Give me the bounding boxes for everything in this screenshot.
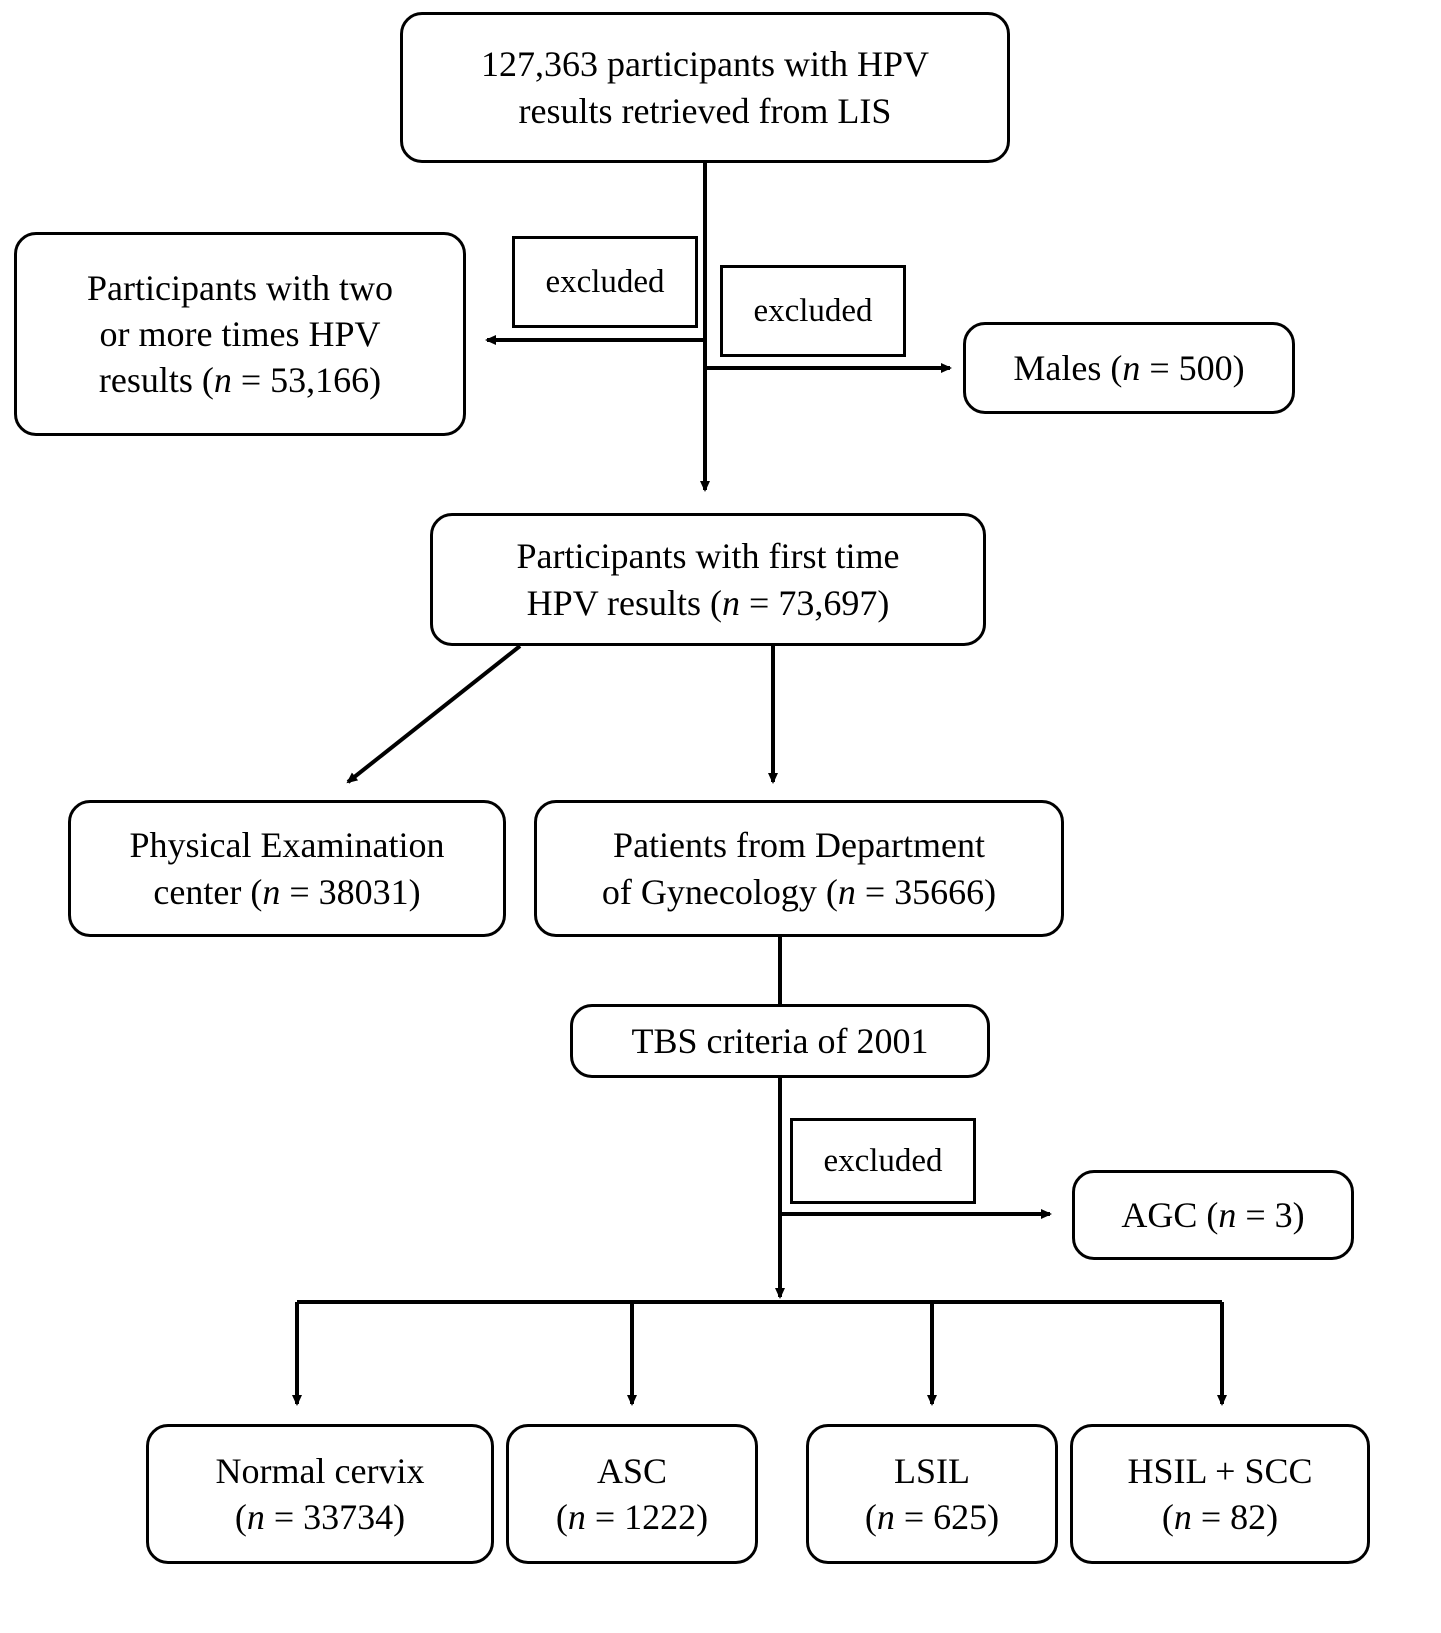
- node-total-participants: [400, 12, 1010, 163]
- node-agc-label: AGC (n = 3): [1121, 1194, 1305, 1235]
- node-excluded-1: [512, 236, 698, 328]
- node-normal-cervix: [146, 1424, 494, 1564]
- node-asc-label: ASC (n = 1222): [555, 1450, 709, 1537]
- node-normal-cervix-label: Normal cervix (n = 33734): [215, 1450, 425, 1537]
- node-lsil-label: LSIL (n = 625): [864, 1450, 1000, 1537]
- node-excluded-3-label: excluded: [823, 1142, 943, 1179]
- node-males-label: Males (n = 500): [1013, 347, 1245, 388]
- node-excluded-1-label: excluded: [545, 263, 665, 300]
- node-hsil-scc: [1070, 1424, 1370, 1564]
- node-males: [963, 322, 1295, 414]
- node-lsil: [806, 1424, 1058, 1564]
- node-agc: [1072, 1170, 1354, 1260]
- node-tbs-criteria: [570, 1004, 990, 1078]
- node-gynecology-label: Patients from Department of Gynecology (n = 35666): [601, 825, 997, 912]
- node-excluded-2: [720, 265, 906, 357]
- node-excluded-2-label: excluded: [753, 292, 873, 329]
- node-repeat-hpv: [14, 232, 466, 436]
- node-gynecology: [534, 800, 1064, 937]
- node-first-time-hpv: [430, 513, 986, 646]
- node-physical-exam-center: [68, 800, 506, 937]
- node-asc: [506, 1424, 758, 1564]
- node-total-participants-label: 127,363 participants with HPV results retrieved from LIS: [481, 44, 929, 131]
- node-excluded-3: [790, 1118, 976, 1204]
- node-tbs-criteria-label: TBS criteria of 2001: [631, 1020, 929, 1061]
- node-repeat-hpv-label: Participants with two or more times HPV results (n = 53,166): [87, 267, 393, 401]
- node-first-time-hpv-label: Participants with first time HPV results (n = 73,697): [516, 536, 900, 623]
- node-physical-exam-center-label: Physical Examination center (n = 38031): [129, 825, 445, 912]
- node-hsil-scc-label: HSIL + SCC (n = 82): [1127, 1450, 1313, 1537]
